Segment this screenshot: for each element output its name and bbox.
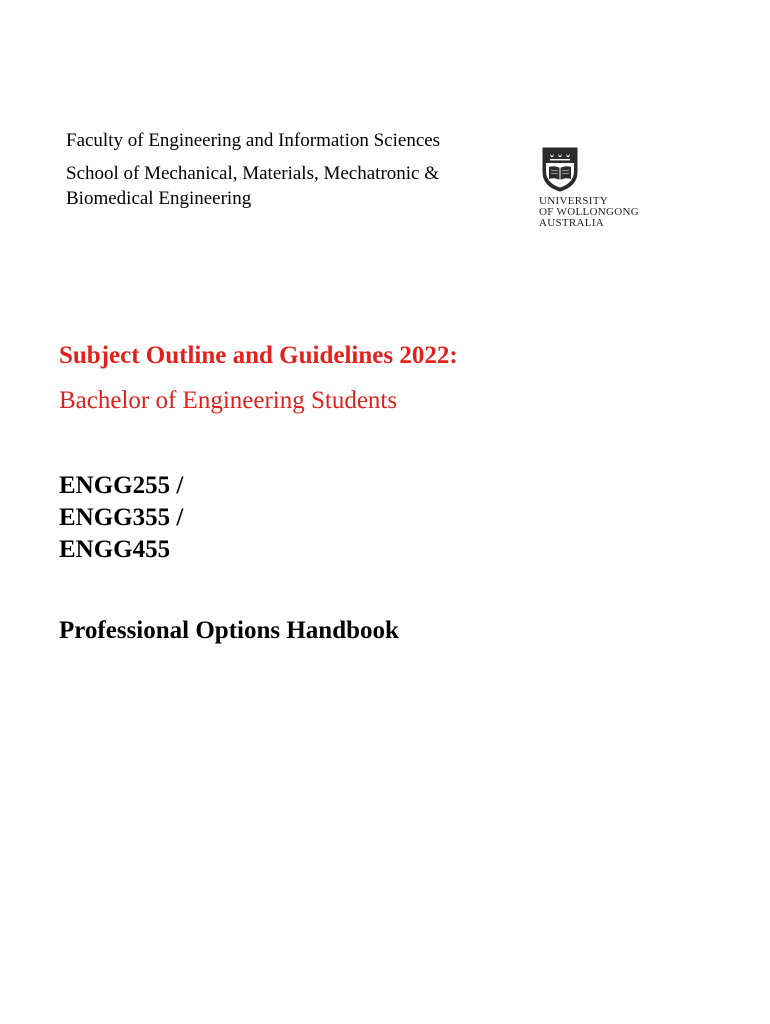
faculty-name: Faculty of Engineering and Information Sciences: [66, 130, 441, 151]
subject-code: ENGG455: [59, 536, 171, 563]
university-logo: [539, 146, 669, 229]
logo-line: AUSTRALIA: [539, 217, 605, 229]
logo-line: OF WOLLONGONG: [539, 206, 639, 218]
subject-code: ENGG355 /: [59, 504, 184, 531]
subject-code: ENGG255 /: [59, 472, 184, 499]
university-crest-icon: [541, 146, 579, 192]
school-name: School of Mechanical, Materials, Mechatronic & Biomedical Engineering: [66, 163, 440, 209]
logo-line: UNIVERSITY: [539, 195, 608, 207]
logo-wordmark: [539, 196, 669, 229]
document-title: Subject Outline and Guidelines 2022:: [59, 342, 458, 369]
subject-codes: [59, 470, 183, 566]
header-text-block: [66, 128, 526, 211]
document-subtitle: Bachelor of Engineering Students: [59, 387, 398, 414]
handbook-title: Professional Options Handbook: [59, 617, 399, 644]
